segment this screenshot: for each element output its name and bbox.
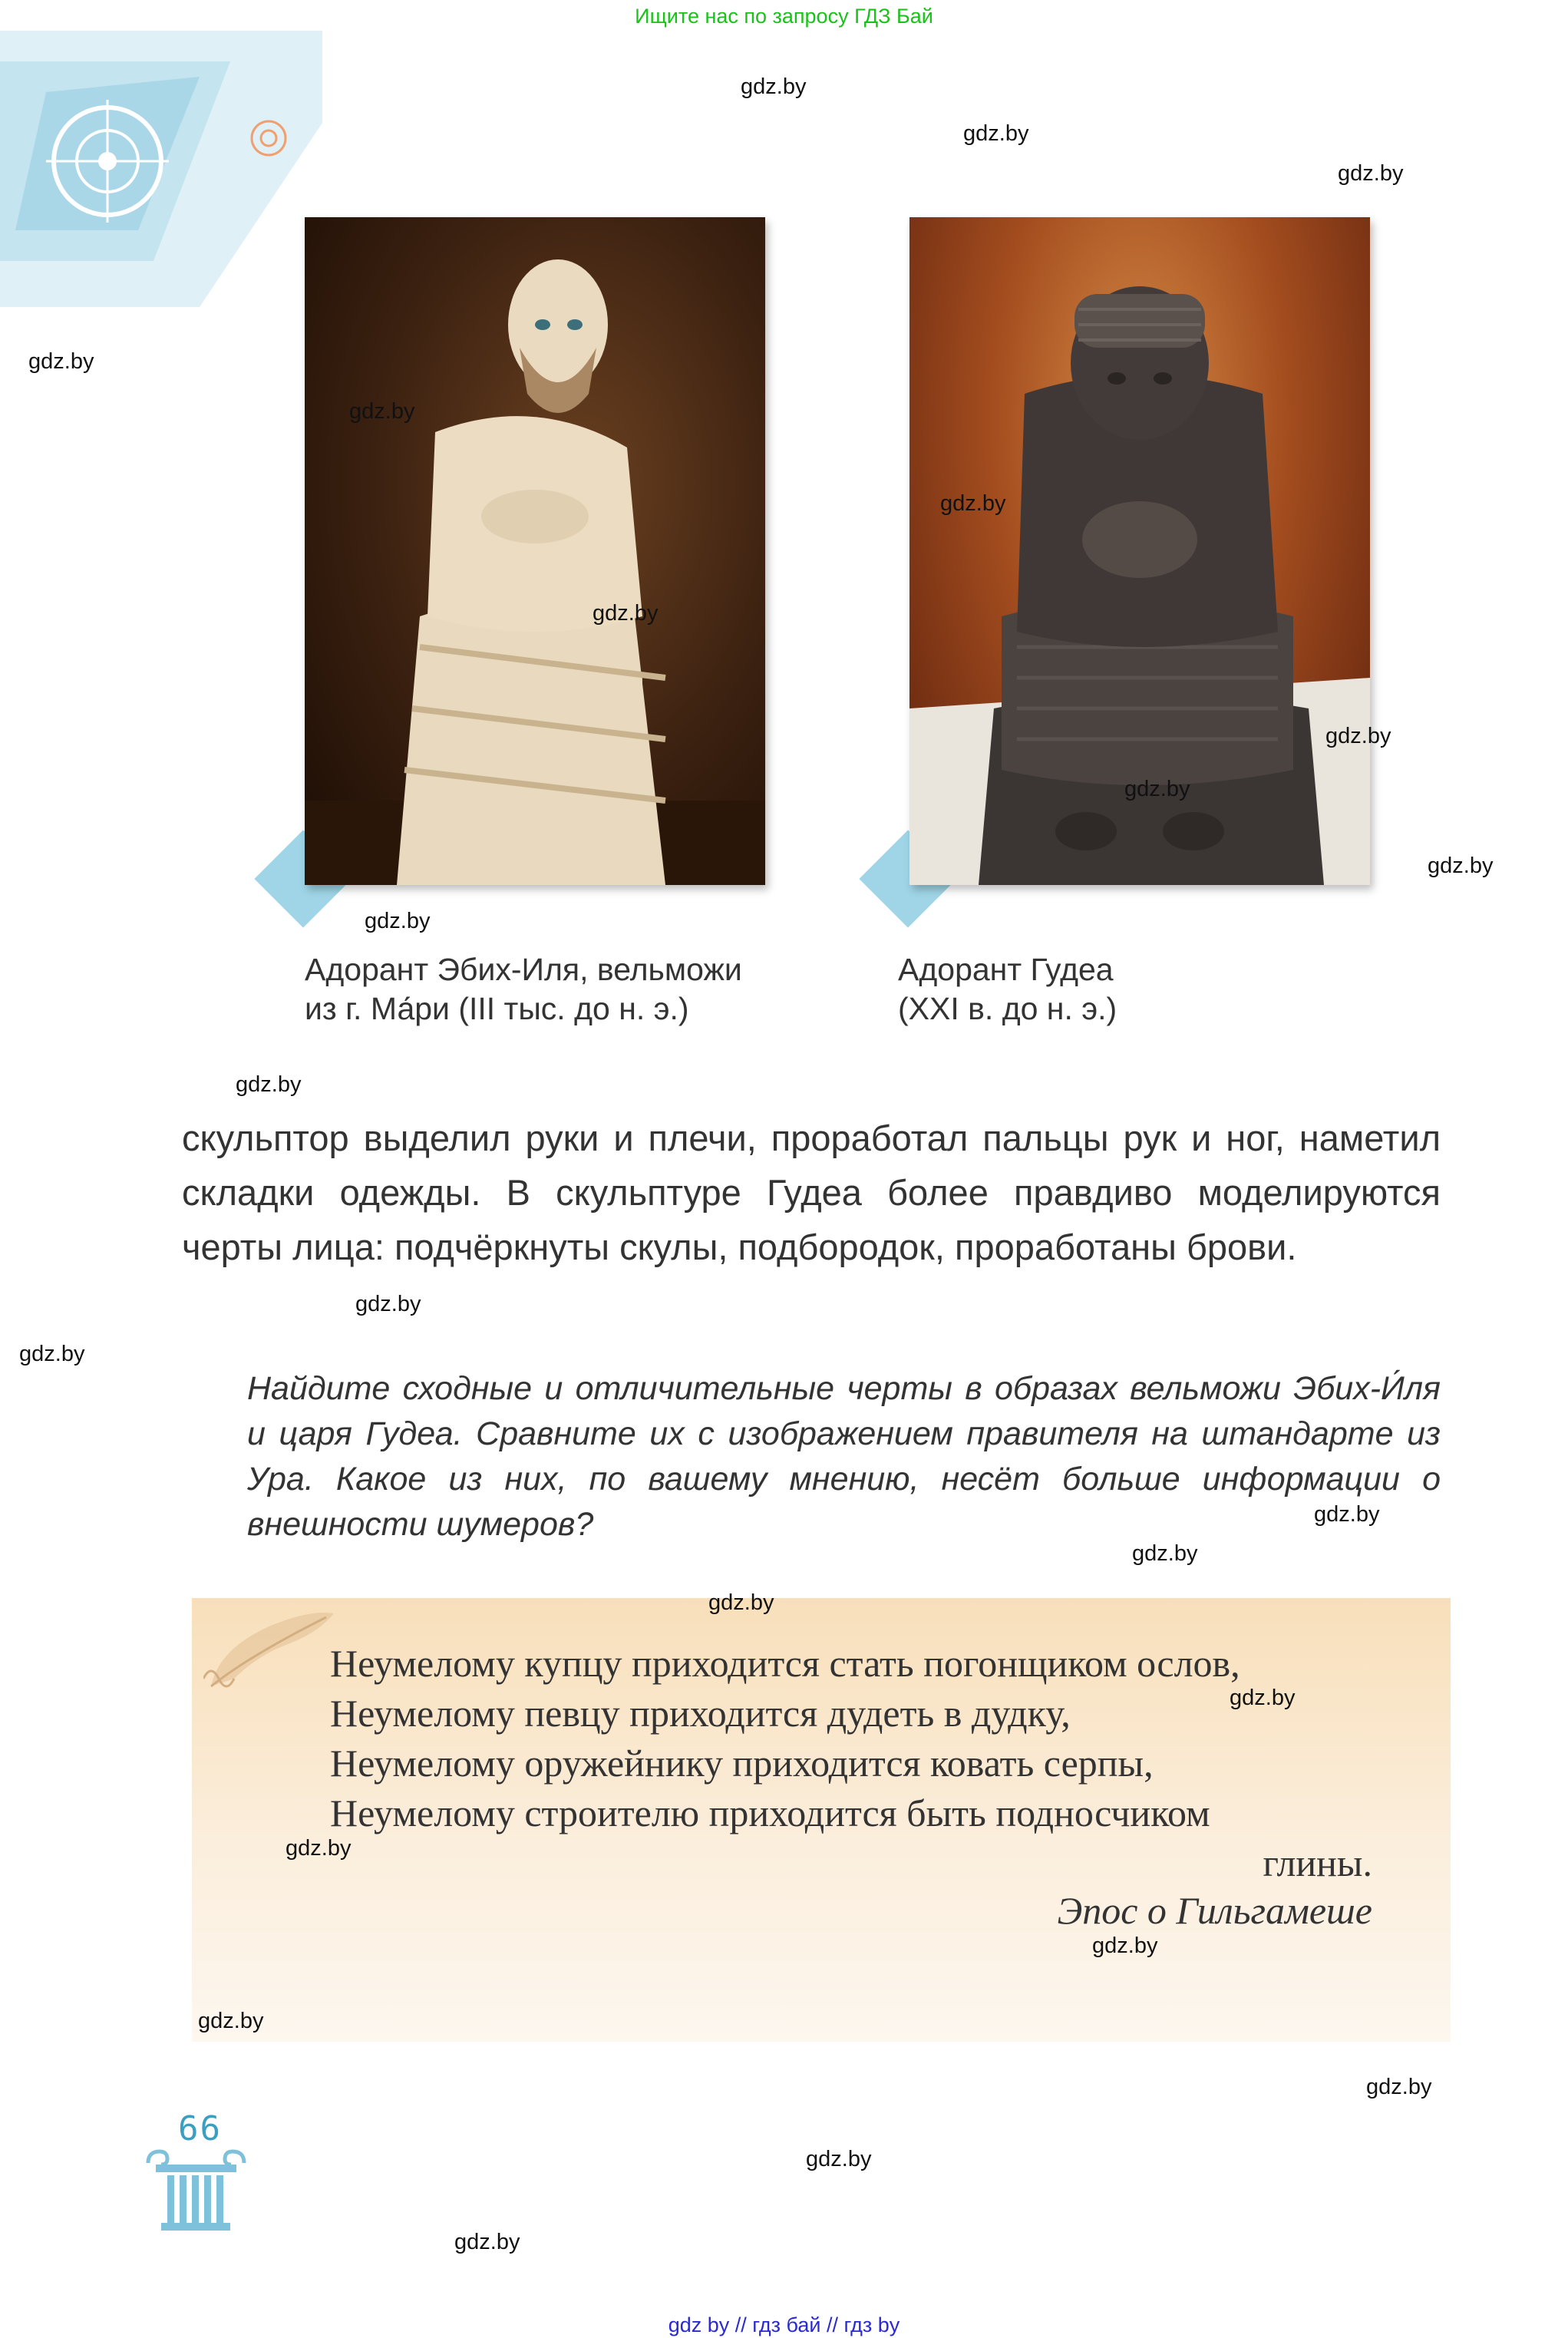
watermark: gdz.by xyxy=(19,1342,85,1366)
caption-line: Адорант Гудеа xyxy=(898,952,1114,987)
watermark: gdz.by xyxy=(355,1292,421,1316)
watermark: gdz.by xyxy=(365,909,431,933)
figure-caption-1 xyxy=(305,950,742,1029)
top-search-hint[interactable]: Ищите нас по запросу ГДЗ Бай xyxy=(635,5,933,28)
watermark: gdz.by xyxy=(1338,161,1404,186)
watermark: gdz.by xyxy=(963,121,1029,146)
watermark: gdz.by xyxy=(28,349,94,374)
corner-ornament xyxy=(0,31,322,307)
watermark: gdz.by xyxy=(198,2009,264,2033)
statue-ebih-il-illustration xyxy=(305,217,765,885)
caption-line: из г. Ма́ри (III тыс. до н. э.) xyxy=(305,991,689,1026)
watermark: gdz.by xyxy=(1314,1502,1380,1527)
quote-line: глины. xyxy=(1263,1841,1372,1884)
caption-line: Адорант Эбих-Иля, вельможи xyxy=(305,952,742,987)
watermark: gdz.by xyxy=(741,74,807,99)
question-text: Найдите сходные и отличительные черты в образах вельможи Эбих-И́ля и царя Гудеа. Сравните их с изображением правителя на штандарте из Ура. Какое из них, по вашему мнению, несёт больше информации о внешности шумеров? xyxy=(247,1370,1441,1543)
quill-icon xyxy=(203,1602,342,1694)
watermark: gdz.by xyxy=(1092,1933,1158,1958)
body-paragraph: скульптор выделил руки и плечи, проработал пальцы рук и ног, наметил складки одежды. В скульптуре Гудеа более правдиво моделируются черты лица: подчёркнуты скулы, подбородок, проработаны брови. xyxy=(182,1118,1441,1267)
quote-line: Неумелому купцу приходится стать погонщиком ослов, xyxy=(330,1642,1240,1685)
watermark: gdz.by xyxy=(1230,1686,1296,1710)
watermark: gdz.by xyxy=(349,399,415,424)
quote-source: Эпос о Гильгамеше xyxy=(1057,1889,1372,1932)
watermark: gdz.by xyxy=(593,601,659,626)
watermark: gdz.by xyxy=(1325,724,1391,748)
watermark: gdz.by xyxy=(236,1072,302,1097)
quote-line: Неумелому строителю приходится быть подносчиком xyxy=(330,1791,1210,1834)
watermark: gdz.by xyxy=(1132,1541,1198,1566)
watermark: gdz.by xyxy=(806,2147,872,2171)
watermark: gdz.by xyxy=(940,491,1006,516)
caption-line: (XXI в. до н. э.) xyxy=(898,991,1117,1026)
statue-photo-ebih-il xyxy=(305,217,765,885)
page-number: 66 xyxy=(178,2109,222,2148)
watermark: gdz.by xyxy=(454,2230,520,2254)
footer-links[interactable]: gdz by // гдз бай // гдз by xyxy=(668,2313,900,2336)
quote-line: Неумелому певцу приходится дудеть в дудку, xyxy=(330,1692,1071,1735)
figure-caption-2 xyxy=(898,950,1117,1029)
ionic-column-icon xyxy=(144,2148,248,2232)
watermark: gdz.by xyxy=(1124,777,1190,801)
watermark: gdz.by xyxy=(1366,2075,1432,2099)
quote-line: Неумелому оружейнику приходится ковать серпы, xyxy=(330,1742,1154,1785)
watermark: gdz.by xyxy=(1428,854,1494,878)
watermark: gdz.by xyxy=(708,1590,774,1615)
watermark: gdz.by xyxy=(286,1836,352,1861)
